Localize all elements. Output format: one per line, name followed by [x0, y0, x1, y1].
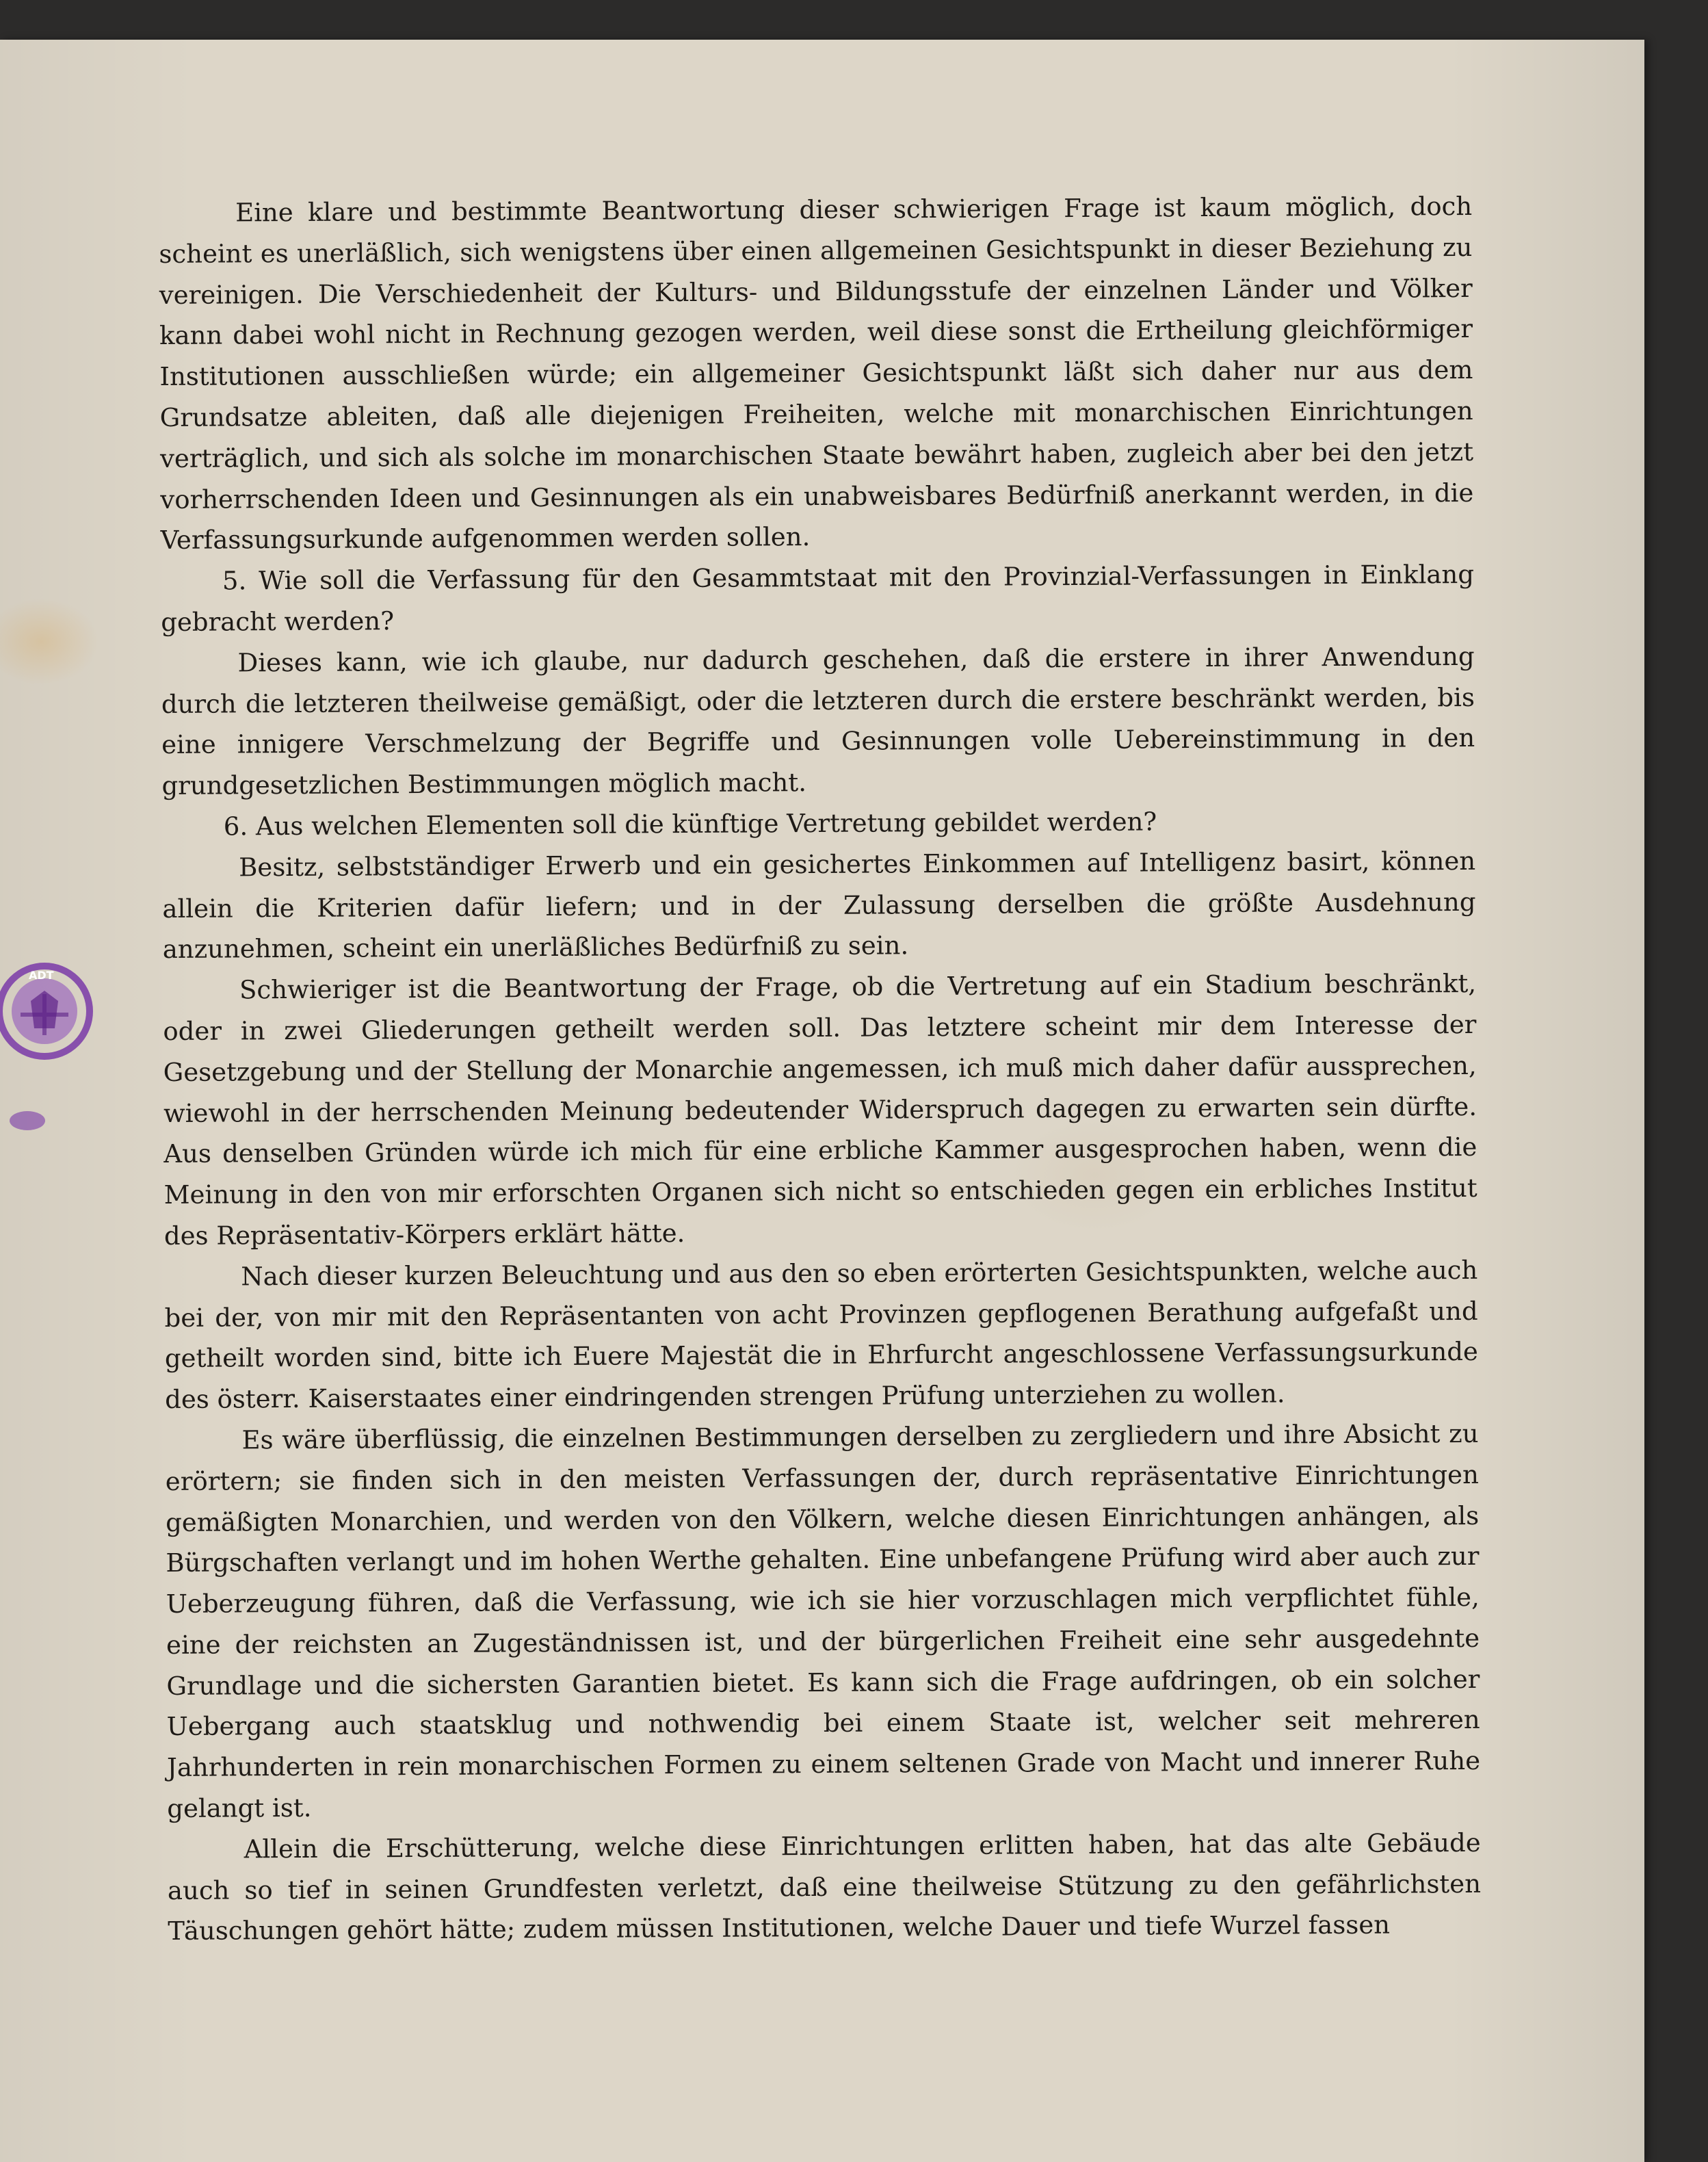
- paragraph-constitution-request: Nach dieser kurzen Beleuchtung und aus den so eben erörterten Gesichtspunkten, welche auch bei der, von mir mit den Repräsentanten von acht Provinzen gepflogenen Berathung aufgefaßt und getheilt worden sind, bitte ich Euere Majestät die in Ehrfurcht angeschlossene Verfassungsurkunde des österr. Kaiserstaates einer eindringenden strengen Prüfung unterziehen zu wollen.: [164, 1255, 1479, 1415]
- paragraph-provisions: Es wäre überflüssig, die einzelnen Bestimmungen derselben zu zergliedern und ihre Absicht zu erörtern; sie finden sich in den meisten Verfassungen der, durch repräsentative Einrichtungen gemäßigten Monarchien, und werden von den Völkern, welche diesen Einrichtungen anhängen, als Bürgschaften verlangt und im hohen Werthe gehalten. Eine unbefangene Prüfung wird aber auch zur Ueberzeugung führen, daß die Verfassung, wie ich sie hier vorzuschlagen mich verpflichtet fühle, eine der reichsten an Zugeständnissen ist, und der bürgerlichen Freiheit eine sehr ausgedehnte Grundlage und die sichersten Garantien bietet. Es kann sich die Frage aufdringen, ob ein solcher Uebergang auch staatsklug und nothwendig bei einem Staate ist, welcher seit mehreren Jahrhunderten in rein monarchischen Formen zu einem seltenen Grade von Macht und innerer Ruhe gelangt ist.: [165, 1418, 1481, 1824]
- library-stamp-icon: [0, 960, 96, 1063]
- question-5: 5. Wie soll die Verfassung für den Gesammtstaat mit den Provinzial-Verfassungen in Einklang gebracht werden?: [161, 560, 1475, 637]
- document-page: [0, 40, 1644, 2162]
- stamp-label: ADT: [29, 969, 54, 982]
- paragraph-shock: Allein die Erschütterung, welche diese Einrichtungen erlitten haben, hat das alte Gebäude auch so tief in seinen Grundfesten verletzt, daß eine theilweise Stützung zu den gefährlichsten Täuschungen gehört hätte; zudem müssen Institutionen, welche Dauer und tiefe Wurzel fassen: [167, 1827, 1482, 1946]
- stamp-smudge-icon: [7, 1107, 55, 1134]
- question-6: 6. Aus welchen Elementen soll die künftige Vertretung gebildet werden?: [223, 807, 1157, 842]
- answer-5: Dieses kann, wie ich glaube, nur dadurch geschehen, daß die erstere in ihrer Anwendung durch die letzteren theilweise gemäßigt, oder die letzteren durch die erstere beschränkt werden, bis eine innigere Verschmelzung der Begriffe und Gesinnungen volle Uebereinstimmung in den grundgesetzlichen Bestimmungen möglich macht.: [161, 641, 1475, 801]
- document-body: [159, 186, 1481, 1952]
- paragraph-two-chambers: Schwieriger ist die Beantwortung der Frage, ob die Vertretung auf ein Stadium beschränkt, oder in zwei Gliederungen getheilt werden soll. Das letztere scheint mir dem Interesse der Gesetzgebung und der Stellung der Monarchie angemessen, ich muß mich daher dafür aussprechen, wiewohl in der herrschenden Meinung bedeutender Widerspruch dagegen zu erwarten sein dürfte. Aus denselben Gründen würde ich mich für eine erbliche Kammer ausgesprochen haben, wenn die Meinung in den von mir erforschten Organen sich nicht so entschieden gegen ein erbliches Institut des Repräsentativ-Körpers erklärt hätte.: [163, 969, 1477, 1251]
- paragraph-general-viewpoint: Eine klare und bestimmte Beantwortung dieser schwierigen Frage ist kaum möglich, doch scheint es unerläßlich, sich wenigstens über einen allgemeinen Gesichtspunkt in dieser Beziehung zu vereinigen. Die Verschiedenheit der Kulturs- und Bildungsstufe der einzelnen Länder und Völker kann dabei wohl nicht in Rechnung gezogen werden, weil diese sonst die Ertheilung gleichförmiger Institutionen ausschließen würde; ein allgemeiner Gesichtspunkt läßt sich daher nur aus dem Grundsatze ableiten, daß alle diejenigen Freiheiten, welche mit monarchischen Einrichtungen verträglich, und sich als solche im monarchischen Staate bewährt haben, zugleich aber bei den jetzt vorherrschenden Ideen und Gesinnungen als ein unabweisbares Bedürfniß anerkannt werden, in die Verfassungsurkunde aufgenommen werden sollen.: [159, 191, 1474, 556]
- answer-6: Besitz, selbstständiger Erwerb und ein gesichertes Einkommen auf Intelligenz basirt, können allein die Kriterien dafür liefern; und in der Zulassung derselben die größte Ausdehnung anzunehmen, scheint ein unerläßliches Bedürfniß zu sein.: [162, 846, 1476, 965]
